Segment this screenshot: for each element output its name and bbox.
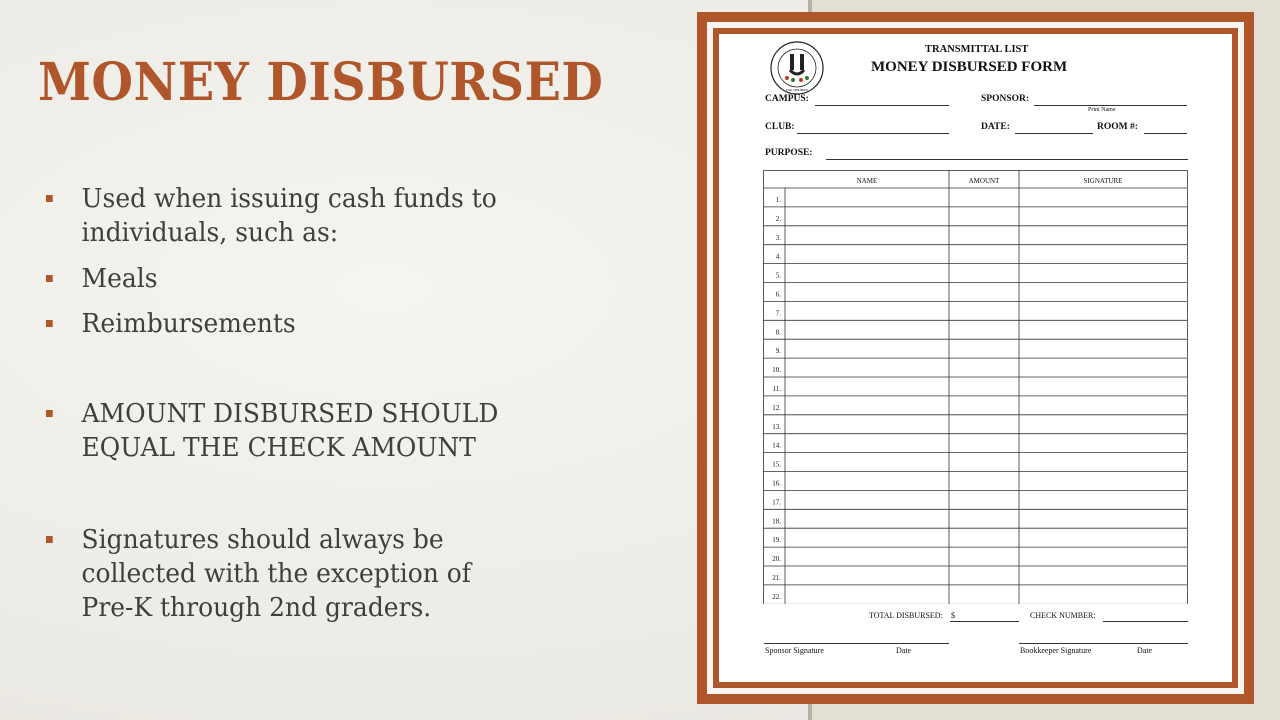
row-number: 4. <box>775 252 781 261</box>
row-number: 21. <box>772 574 781 582</box>
column-header: AMOUNT <box>968 177 1000 185</box>
bullet-marker-icon <box>46 275 53 282</box>
slide-title: MONEY DISBURSED <box>38 52 604 113</box>
row-number: 18. <box>772 517 781 526</box>
row-number: 22. <box>772 592 781 601</box>
check-number-line <box>1103 621 1188 622</box>
club-line <box>797 133 949 134</box>
row-number: 17. <box>772 498 781 507</box>
club-label: CLUB: <box>765 122 795 132</box>
form-subtitle: TRANSMITTAL LIST <box>925 44 1029 55</box>
total-disbursed-label: TOTAL DISBURSED: <box>869 611 943 620</box>
bullet-text: Signatures should always be collected with the exception of Pre-K through 2nd graders. <box>81 525 472 623</box>
bullet-item <box>46 262 545 296</box>
row-number: 12. <box>772 403 781 412</box>
row-number: 3. <box>775 233 781 242</box>
row-number: 11. <box>772 385 781 393</box>
bullet-text: AMOUNT DISBURSED SHOULD EQUAL THE CHECK AMOUNT <box>81 399 499 463</box>
date-line <box>1015 133 1093 134</box>
row-number: 7. <box>775 309 781 318</box>
disbursement-table <box>763 170 1189 604</box>
bullet-marker-icon <box>46 410 53 417</box>
bullet-item <box>46 182 545 250</box>
sponsor-signature-line <box>764 643 949 644</box>
column-header: NAME <box>856 177 878 185</box>
check-number-label: CHECK NUMBER: <box>1030 611 1096 620</box>
row-number: 15. <box>772 460 781 469</box>
purpose-label: PURPOSE: <box>765 148 813 158</box>
bookkeeper-date-caption: Date <box>1137 646 1153 655</box>
row-number: 5. <box>775 271 781 280</box>
campus-line <box>815 105 949 106</box>
bullet-item <box>46 523 545 625</box>
row-number: 20. <box>772 555 781 564</box>
sponsor-date-caption: Date <box>896 646 912 655</box>
bullet-text: Meals <box>81 264 158 294</box>
bullet-item <box>46 307 545 341</box>
bookkeeper-signature-caption: Bookkeeper Signature <box>1020 646 1092 655</box>
bullet-text: Reimbursements <box>81 309 296 339</box>
total-line <box>950 621 1019 622</box>
row-number: 13. <box>772 422 781 431</box>
bullet-marker-icon <box>46 195 53 202</box>
row-number: 19. <box>772 536 781 545</box>
bullet-marker-icon <box>46 320 53 327</box>
column-header: SIGNATURE <box>1083 177 1123 185</box>
total-currency: $ <box>951 611 955 620</box>
row-number: 9. <box>775 347 781 356</box>
bookkeeper-signature-line <box>1019 643 1188 644</box>
row-number: 6. <box>775 290 781 299</box>
seal-text: FOR CHILDREN <box>786 88 808 92</box>
money-disbursed-form-image <box>719 34 1232 682</box>
row-number: 14. <box>772 441 781 450</box>
row-number: 10. <box>772 366 781 375</box>
purpose-line <box>826 159 1188 160</box>
bullet-text: Used when issuing cash funds to individuals, such as: <box>81 184 497 248</box>
campus-label: CAMPUS: <box>765 94 809 104</box>
sponsor-label: SPONSOR: <box>981 94 1030 104</box>
print-name-caption: Print Name <box>1088 107 1116 113</box>
school-seal-icon <box>769 40 825 96</box>
sponsor-signature-caption: Sponsor Signature <box>765 646 824 655</box>
row-number: 2. <box>775 214 781 223</box>
row-number: 16. <box>772 479 781 488</box>
date-label: DATE: <box>981 122 1010 132</box>
bullet-marker-icon <box>46 536 53 543</box>
bullet-item <box>46 397 545 465</box>
sponsor-line <box>1034 105 1187 106</box>
row-number: 8. <box>775 328 781 337</box>
row-number: 1. <box>775 196 781 204</box>
room-label: ROOM #: <box>1097 122 1138 132</box>
form-title: MONEY DISBURSED FORM <box>871 59 1068 75</box>
room-line <box>1144 133 1187 134</box>
